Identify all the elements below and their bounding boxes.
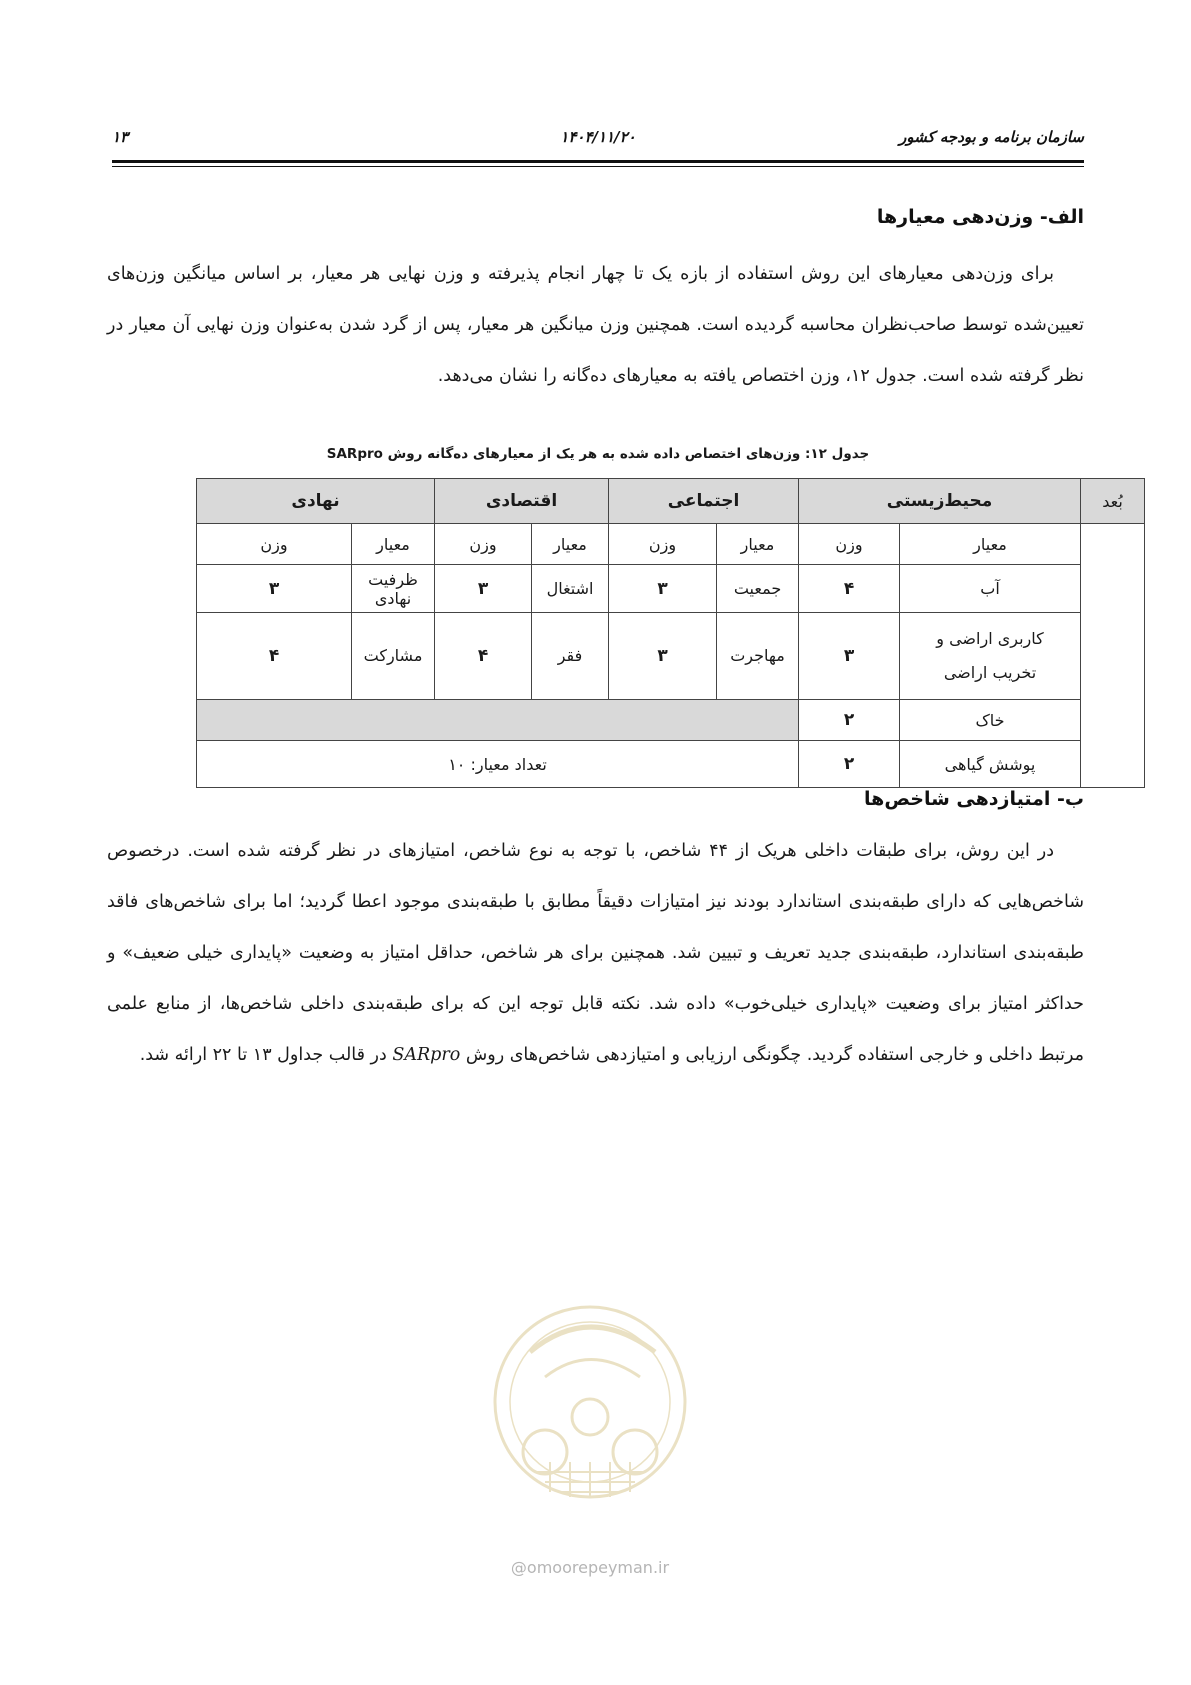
criterion-cell: فقر	[532, 613, 609, 700]
section-a-text: برای وزن‌دهی معیارهای این روش استفاده از بازه یک تا چهار انجام پذیرفته و وزن نهایی هر معیار، بر اساس میانگین وزن‌های تعیین‌شده توسط صاحب‌نظران محاسبه گردیده است. همچنین وزن میانگین هر معیار، پس از گرد شدن به‌عنوان وزن نهایی آن معیار در نظر گرفته شده است. جدول ۱۲، وزن اختصاص یافته به معیارهای ده‌گانه را نشان می‌دهد.	[107, 264, 1084, 386]
criterion-header: معیار	[717, 524, 799, 565]
header-rule-thick	[112, 160, 1084, 163]
criterion-header: معیار	[532, 524, 609, 565]
criteria-weights-table	[113, 478, 1145, 788]
section-b-main-text: در این روش، برای طبقات داخلی هریک از ۴۴ شاخص، با توجه به نوع شاخص، امتیازهای در نظر گرفته شده است. درخصوص شاخص‌هایی که دارای طبقه‌بندی استاندارد بودند نیز امتیازات دقیقاً مطابق با طبقه‌بندی موجود اعطا گردید؛ اما برای شاخص‌های فاقد طبقه‌بندی استاندارد، طبقه‌بندی جدید تعریف و تبیین شد. همچنین برای هر شاخص، حداقل امتیاز به وضعیت «پایداری خیلی ضعیف» و حداکثر امتیاز برای وضعیت «پایداری خیلی‌خوب» داده شد. نکته قابل توجه این که برای طبقه‌بندی داخلی شاخص‌ها، از منابع علمی مرتبط داخلی و خارجی استفاده گردید. چگونگی ارزیابی و امتیازدهی شاخص‌های روش	[107, 841, 1084, 1065]
criterion-header: معیار	[900, 524, 1081, 565]
group-social: اجتماعی	[609, 479, 799, 524]
header-date: ۱۴۰۴/۱۱/۲۰	[560, 128, 636, 146]
group-institutional: نهادی	[197, 479, 435, 524]
table-row	[114, 565, 1145, 613]
section-b-text	[107, 826, 1084, 1081]
table-row	[114, 741, 1145, 788]
weight-cell: ۳	[197, 565, 352, 613]
weight-cell: ۳	[435, 565, 532, 613]
gear-icon	[572, 1399, 608, 1435]
section-a-paragraph	[107, 249, 1084, 402]
section-a-heading: الف- وزن‌دهی معیارها	[876, 206, 1084, 228]
criterion-cell: مشارکت	[352, 613, 435, 700]
weight-cell: ۲	[799, 700, 900, 741]
weight-cell: ۳	[609, 565, 717, 613]
weight-header: وزن	[435, 524, 532, 565]
empty-shaded-cell	[197, 700, 799, 741]
table-row	[114, 613, 1145, 700]
weight-header: وزن	[197, 524, 352, 565]
criteria-count: تعداد معیار: ۱۰	[197, 741, 799, 788]
criterion-cell: ظرفیت نهادی	[352, 565, 435, 613]
weight-cell: ۲	[799, 741, 900, 788]
table-row	[114, 700, 1145, 741]
method-name: SARpro	[392, 1045, 461, 1065]
group-environmental: محیط‌زیستی	[799, 479, 1081, 524]
criterion-cell: پوشش گیاهی	[900, 741, 1081, 788]
dimension-header: بُعد	[1081, 479, 1145, 524]
criterion-cell: جمعیت	[717, 565, 799, 613]
criterion-cell: خاک	[900, 700, 1081, 741]
organization-name: سازمان برنامه و بودجه کشور	[899, 128, 1084, 146]
header-rule-thin	[112, 166, 1084, 167]
criterion-cell: اشتغال	[532, 565, 609, 613]
dimension-column-body	[1081, 524, 1145, 788]
criterion-cell: آب	[900, 565, 1081, 613]
criterion-cell: مهاجرت	[717, 613, 799, 700]
watermark-logo	[490, 1282, 690, 1562]
weight-cell: ۴	[197, 613, 352, 700]
section-b-paragraph	[107, 826, 1084, 1081]
group-economic: اقتصادی	[435, 479, 609, 524]
section-b-heading: ب- امتیازدهی شاخص‌ها	[864, 788, 1084, 810]
logo-calligraphy	[530, 1327, 655, 1352]
weight-cell: ۴	[435, 613, 532, 700]
page-header	[112, 128, 1084, 154]
criterion-header: معیار	[352, 524, 435, 565]
weight-cell: ۳	[609, 613, 717, 700]
watermark-url: @omoorepeyman.ir	[510, 1558, 670, 1577]
weight-cell: ۴	[799, 565, 900, 613]
page-number: ۱۳	[112, 128, 129, 146]
table-caption: جدول ۱۲: وزن‌های اختصاص داده شده به هر یک از معیارهای ده‌گانه روش SARpro	[326, 446, 870, 462]
weight-header: وزن	[799, 524, 900, 565]
weight-cell: ۳	[799, 613, 900, 700]
section-b-tail-text: در قالب جداول ۱۳ تا ۲۲ ارائه شد.	[139, 1045, 387, 1065]
weight-header: وزن	[609, 524, 717, 565]
criterion-cell: کاربری اراضی و تخریب اراضی	[900, 613, 1081, 700]
